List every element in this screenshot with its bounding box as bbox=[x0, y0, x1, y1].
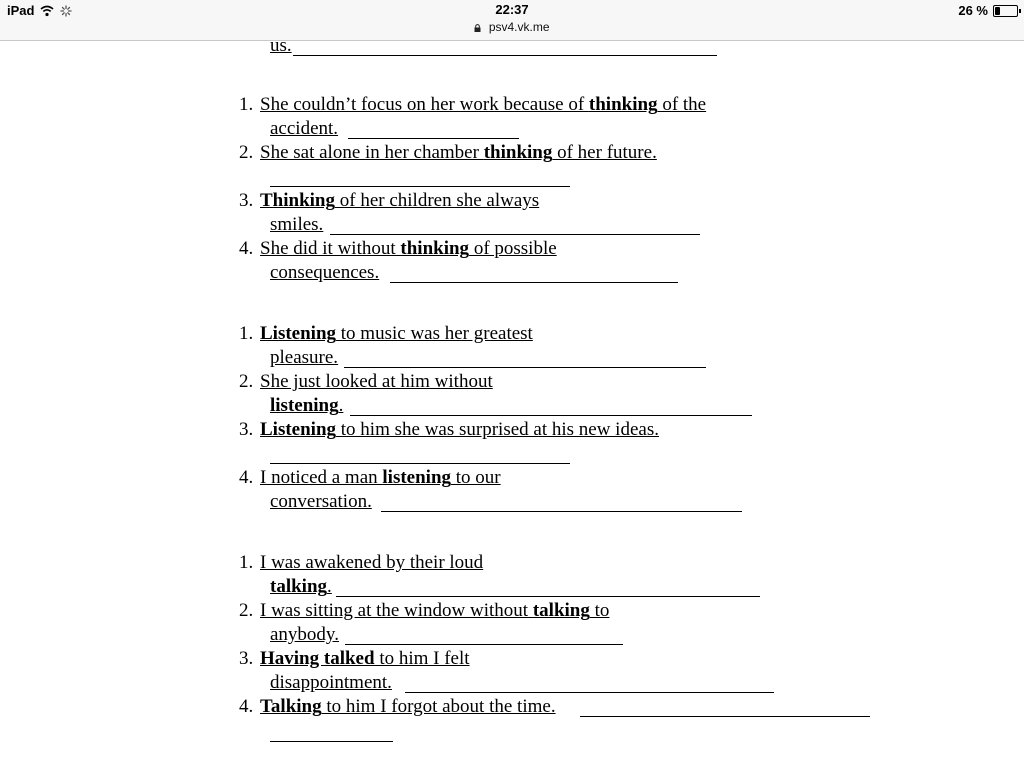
answer-blank[interactable] bbox=[345, 644, 623, 645]
answer-blank[interactable] bbox=[350, 415, 752, 416]
item-sentence bbox=[260, 552, 483, 574]
address-bar[interactable] bbox=[0, 20, 1024, 34]
status-right bbox=[958, 3, 1018, 18]
item-sentence bbox=[260, 467, 501, 489]
sentence-text: anybody. bbox=[270, 624, 339, 645]
item-sentence bbox=[260, 142, 657, 164]
gerund-keyword: thinking bbox=[483, 142, 553, 163]
item-number: 3. bbox=[239, 190, 254, 211]
gerund-keyword: listening bbox=[382, 467, 452, 488]
answer-blank[interactable] bbox=[293, 55, 717, 56]
answer-blank[interactable] bbox=[330, 234, 700, 235]
gerund-keyword: Listening bbox=[260, 419, 337, 440]
device-label: iPad bbox=[7, 3, 35, 18]
url-text: psv4.vk.me bbox=[488, 20, 550, 34]
sentence-text: to music was her greatest bbox=[336, 323, 533, 344]
sentence-text: She couldn’t focus on her work because of bbox=[260, 94, 589, 115]
answer-blank[interactable] bbox=[270, 463, 570, 464]
gerund-keyword: Listening bbox=[260, 323, 337, 344]
item-number: 4. bbox=[239, 467, 254, 488]
item-number: 4. bbox=[239, 238, 254, 259]
item-continuation bbox=[270, 624, 339, 646]
item-sentence bbox=[260, 323, 533, 345]
sentence-text: I noticed a man bbox=[260, 467, 383, 488]
gerund-keyword: thinking bbox=[400, 238, 470, 259]
item-number: 2. bbox=[239, 371, 254, 392]
gerund-keyword: thinking bbox=[588, 94, 658, 115]
sentence-text: She did it without bbox=[260, 238, 401, 259]
top-fragment-line bbox=[270, 35, 292, 57]
gerund-keyword: listening bbox=[270, 395, 339, 416]
battery-icon bbox=[993, 5, 1018, 17]
item-number: 3. bbox=[239, 419, 254, 440]
answer-blank[interactable] bbox=[390, 282, 678, 283]
item-continuation bbox=[270, 491, 372, 513]
sentence-text: to our bbox=[451, 467, 501, 488]
item-sentence bbox=[260, 238, 557, 260]
item-number: 2. bbox=[239, 600, 254, 621]
document-page bbox=[0, 35, 1024, 768]
sentence-text: conversation. bbox=[270, 491, 372, 512]
answer-blank[interactable] bbox=[348, 138, 519, 139]
item-number: 4. bbox=[239, 696, 254, 717]
item-continuation bbox=[270, 672, 392, 694]
ios-status-bar bbox=[0, 0, 1024, 41]
answer-blank[interactable] bbox=[405, 692, 774, 693]
gerund-keyword: Having talked bbox=[260, 648, 375, 669]
item-number: 3. bbox=[239, 648, 254, 669]
sentence-text: pleasure. bbox=[270, 347, 339, 368]
sentence-text: of possible bbox=[469, 238, 557, 259]
battery-percent: 26 % bbox=[958, 3, 988, 18]
item-continuation bbox=[270, 214, 323, 236]
sentence-text: accident. bbox=[270, 118, 339, 139]
answer-blank[interactable] bbox=[381, 511, 742, 512]
item-sentence bbox=[260, 600, 609, 622]
sentence-text: to him she was surprised at his new ideas. bbox=[336, 419, 659, 440]
sentence-text: of the bbox=[657, 94, 707, 115]
sentence-text: of her future. bbox=[552, 142, 657, 163]
item-continuation bbox=[270, 576, 332, 598]
sentence-text: of her children she always bbox=[335, 190, 540, 211]
lock-icon bbox=[474, 21, 481, 29]
item-number: 1. bbox=[239, 94, 254, 115]
battery-fill bbox=[995, 7, 1000, 15]
answer-blank[interactable] bbox=[336, 596, 760, 597]
item-continuation bbox=[270, 262, 379, 284]
sentence-text: She sat alone in her chamber bbox=[260, 142, 484, 163]
sentence-text: to him I forgot about the time. bbox=[321, 696, 556, 717]
item-sentence bbox=[260, 648, 470, 670]
answer-blank[interactable] bbox=[270, 186, 570, 187]
sentence-text: She just looked at him without bbox=[260, 371, 493, 392]
item-continuation bbox=[270, 395, 343, 417]
answer-blank[interactable] bbox=[344, 367, 706, 368]
item-sentence bbox=[260, 696, 556, 718]
item-continuation bbox=[270, 118, 338, 140]
top-fragment-text: us. bbox=[270, 35, 292, 56]
status-time: 22:37 bbox=[495, 2, 529, 17]
answer-blank[interactable] bbox=[270, 741, 393, 742]
sentence-text: . bbox=[338, 395, 344, 416]
sentence-text: disappointment. bbox=[270, 672, 392, 693]
item-number: 1. bbox=[239, 552, 254, 573]
answer-blank[interactable] bbox=[580, 716, 870, 717]
item-number: 2. bbox=[239, 142, 254, 163]
sentence-text: I was sitting at the window without bbox=[260, 600, 533, 621]
gerund-keyword: Talking bbox=[260, 696, 322, 717]
gerund-keyword: Thinking bbox=[260, 190, 335, 211]
item-sentence bbox=[260, 371, 493, 393]
gerund-keyword: talking bbox=[270, 576, 328, 597]
sentence-text: . bbox=[327, 576, 332, 597]
sentence-text: I was awakened by their loud bbox=[260, 552, 484, 573]
gerund-keyword: talking bbox=[532, 600, 590, 621]
item-number: 1. bbox=[239, 323, 254, 344]
item-sentence bbox=[260, 190, 539, 212]
item-sentence bbox=[260, 94, 706, 116]
sentence-text: to him I felt bbox=[374, 648, 470, 669]
sentence-text: smiles. bbox=[270, 214, 324, 235]
item-continuation bbox=[270, 347, 338, 369]
item-sentence bbox=[260, 419, 659, 441]
sentence-text: consequences. bbox=[270, 262, 380, 283]
sentence-text: to bbox=[589, 600, 610, 621]
